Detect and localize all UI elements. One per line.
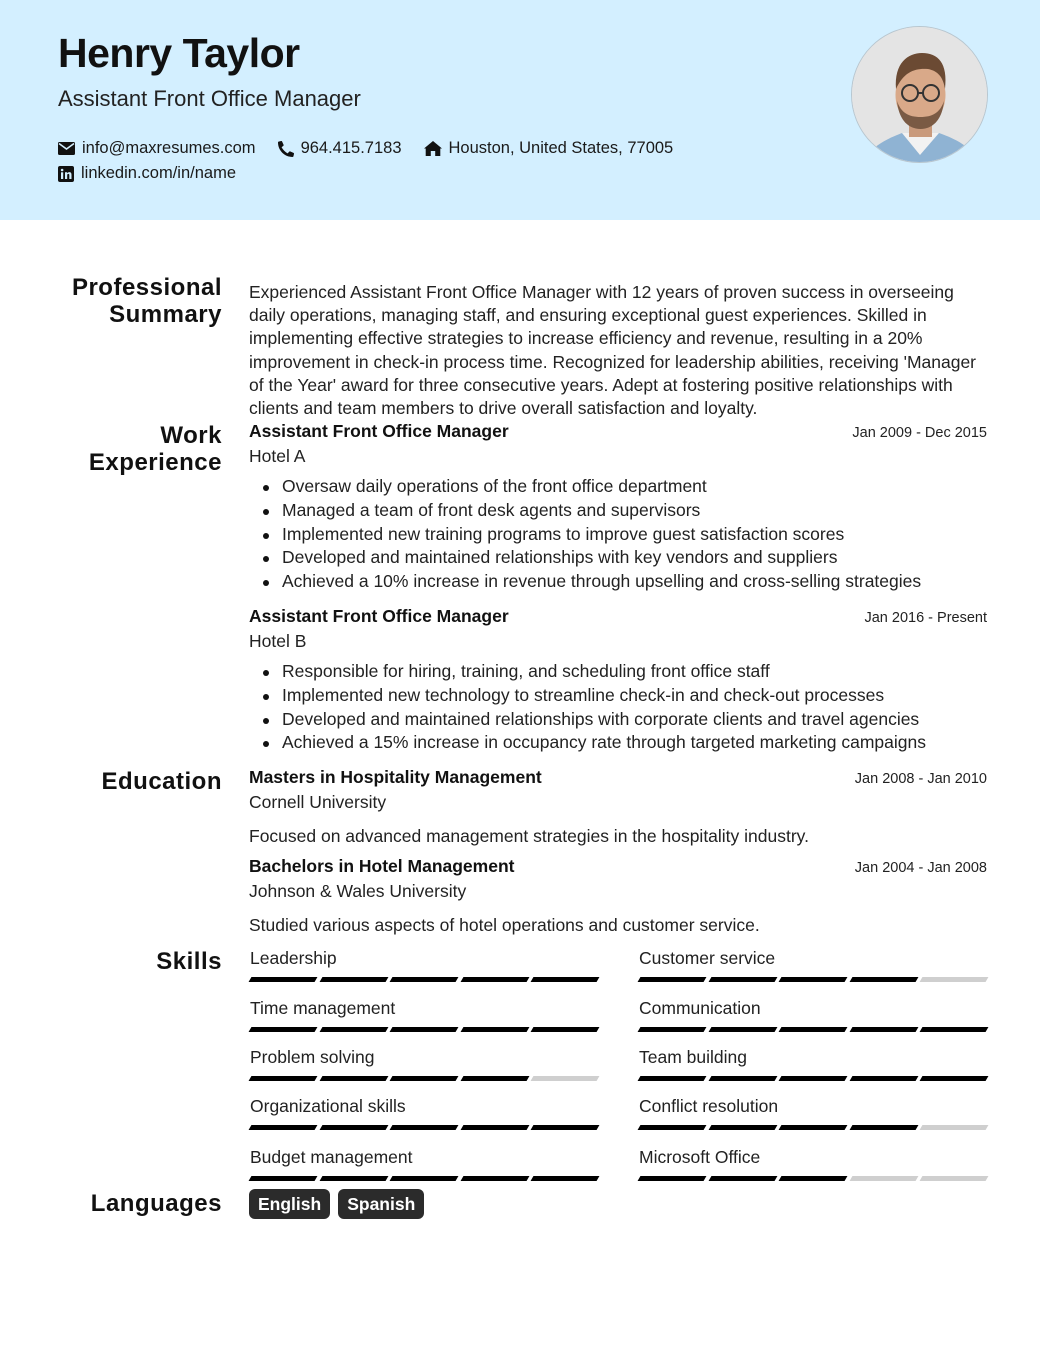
email-text: info@maxresumes.com <box>82 139 256 157</box>
section-title-line: Work <box>160 422 222 449</box>
section-title-education: Education <box>101 768 222 795</box>
home-icon <box>424 141 449 156</box>
skill-segment-filled <box>638 1176 707 1181</box>
skill-name: Team building <box>639 1047 747 1067</box>
list-item: Achieved a 15% increase in occupancy rate through targeted marketing campaigns <box>249 731 987 755</box>
skill-rating-bar <box>639 1125 987 1130</box>
contact-row <box>58 139 695 158</box>
skill-item <box>250 998 598 1032</box>
skill-item <box>250 948 598 982</box>
resume-header <box>0 0 1040 220</box>
skill-segment-filled <box>531 977 600 982</box>
skill-segment-filled <box>531 1176 600 1181</box>
skill-segment-filled <box>708 1076 777 1081</box>
job-title: Assistant Front Office Manager <box>249 421 509 441</box>
skill-name: Problem solving <box>250 1047 375 1067</box>
contact-phone[interactable] <box>278 139 402 158</box>
skill-segment-empty <box>920 1176 989 1181</box>
work-entry <box>249 421 987 594</box>
skill-segment-filled <box>638 977 707 982</box>
section-title-work <box>89 422 222 476</box>
skill-rating-bar <box>250 1076 598 1081</box>
skill-segment-filled <box>849 1125 918 1130</box>
skill-segment-filled <box>708 1176 777 1181</box>
skill-segment-filled <box>460 1027 529 1032</box>
skill-segment-filled <box>390 977 459 982</box>
skill-segment-filled <box>779 977 848 982</box>
profile-photo <box>851 26 988 163</box>
list-item: Implemented new training programs to improve guest satisfaction scores <box>249 523 987 547</box>
skill-segment-filled <box>708 977 777 982</box>
skill-name: Leadership <box>250 948 337 968</box>
degree-title: Masters in Hospitality Management <box>249 767 542 787</box>
skill-segment-filled <box>849 1027 918 1032</box>
skill-segment-filled <box>708 1125 777 1130</box>
skill-rating-bar <box>250 1176 598 1181</box>
education-dates: Jan 2004 - Jan 2008 <box>854 860 987 876</box>
skill-segment-filled <box>390 1176 459 1181</box>
list-item: Developed and maintained relationships with corporate clients and travel agencies <box>249 708 987 732</box>
skill-segment-filled <box>249 1176 318 1181</box>
language-badge: Spanish <box>338 1189 424 1219</box>
linkedin-text: linkedin.com/in/name <box>81 164 236 182</box>
skill-segment-filled <box>319 977 388 982</box>
skill-name: Communication <box>639 998 761 1018</box>
phone-icon <box>278 141 301 157</box>
linkedin-icon <box>58 166 81 182</box>
section-title-line: Professional <box>71 274 222 301</box>
skill-item <box>639 948 987 982</box>
contact-linkedin[interactable] <box>58 164 236 183</box>
location-text: Houston, United States, 77005 <box>448 139 674 157</box>
education-description: Studied various aspects of hotel operations and customer service. <box>249 915 760 935</box>
skill-item <box>639 1096 987 1130</box>
skill-segment-filled <box>531 1125 600 1130</box>
phone-text: 964.415.7183 <box>300 139 402 157</box>
skill-rating-bar <box>250 977 598 982</box>
list-item: Responsible for hiring, training, and scheduling front office staff <box>249 660 987 684</box>
skill-segment-filled <box>708 1027 777 1032</box>
skill-name: Customer service <box>639 948 776 968</box>
skill-segment-filled <box>779 1027 848 1032</box>
skill-segment-filled <box>319 1027 388 1032</box>
language-badge: English <box>249 1189 330 1219</box>
candidate-name: Henry Taylor <box>58 30 300 76</box>
education-description: Focused on advanced management strategies in the hospitality industry. <box>249 826 809 846</box>
company-name: Hotel A <box>249 446 306 466</box>
job-title: Assistant Front Office Manager <box>249 606 509 626</box>
skill-segment-filled <box>319 1176 388 1181</box>
candidate-title: Assistant Front Office Manager <box>58 86 361 111</box>
contact-email[interactable] <box>58 139 256 158</box>
school-name: Cornell University <box>249 792 387 812</box>
work-entry <box>249 606 987 755</box>
languages-list <box>249 1189 432 1219</box>
skill-segment-filled <box>849 1076 918 1081</box>
section-title-languages: Languages <box>90 1190 222 1217</box>
summary-text: Experienced Assistant Front Office Manager with 12 years of proven success in overseeing daily operations, managing staff, and ensuring exceptional guest experiences. Skilled in implementing effective strategies to increase efficiency and revenue, resulting in a 20% improvement in check-in process time. Recognized for leadership abilities, receiving 'Manager of the Year' award for three consecutive years. Adept at fostering positive relationships with clients and team members to drive overall satisfaction and loyalty. <box>249 282 977 419</box>
skill-item <box>250 1047 598 1081</box>
skill-rating-bar <box>250 1125 598 1130</box>
skill-item <box>250 1096 598 1130</box>
education-dates: Jan 2008 - Jan 2010 <box>854 771 987 787</box>
skill-segment-empty <box>920 1125 989 1130</box>
skill-segment-empty <box>531 1076 600 1081</box>
section-title-summary <box>72 274 222 328</box>
skill-segment-filled <box>920 1027 989 1032</box>
skill-segment-filled <box>920 1076 989 1081</box>
contact-location <box>424 139 674 158</box>
skill-segment-filled <box>319 1076 388 1081</box>
job-dates: Jan 2016 - Present <box>864 610 987 626</box>
education-entry <box>249 767 987 847</box>
skill-segment-filled <box>319 1125 388 1130</box>
degree-title: Bachelors in Hotel Management <box>249 856 515 876</box>
skill-segment-filled <box>390 1125 459 1130</box>
skill-rating-bar <box>250 1027 598 1032</box>
job-dates: Jan 2009 - Dec 2015 <box>852 425 987 441</box>
skill-segment-filled <box>638 1125 707 1130</box>
skill-segment-filled <box>531 1027 600 1032</box>
skill-rating-bar <box>639 1176 987 1181</box>
envelope-icon <box>58 142 82 155</box>
skill-name: Microsoft Office <box>639 1147 761 1167</box>
skill-segment-filled <box>460 1125 529 1130</box>
skill-segment-filled <box>249 1027 318 1032</box>
skill-segment-empty <box>849 1176 918 1181</box>
list-item: Achieved a 10% increase in revenue through upselling and cross-selling strategies <box>249 570 987 594</box>
skill-segment-filled <box>460 977 529 982</box>
skill-segment-filled <box>249 977 318 982</box>
company-name: Hotel B <box>249 631 307 651</box>
skill-item <box>250 1147 598 1181</box>
skill-name: Budget management <box>250 1147 413 1167</box>
skill-rating-bar <box>639 977 987 982</box>
job-bullets <box>249 660 987 755</box>
skill-item <box>639 1047 987 1081</box>
contact-row <box>58 164 258 183</box>
skill-segment-filled <box>638 1027 707 1032</box>
skill-segment-filled <box>390 1076 459 1081</box>
skill-segment-empty <box>920 977 989 982</box>
skill-rating-bar <box>639 1076 987 1081</box>
list-item: Implemented new technology to streamline check-in and check-out processes <box>249 684 987 708</box>
section-title-skills: Skills <box>156 948 222 975</box>
job-bullets <box>249 475 987 594</box>
skill-item <box>639 1147 987 1181</box>
skill-segment-filled <box>249 1076 318 1081</box>
skill-segment-filled <box>849 977 918 982</box>
section-title-line: Summary <box>109 301 222 328</box>
skill-segment-filled <box>460 1076 529 1081</box>
skill-name: Conflict resolution <box>639 1096 779 1116</box>
education-entry <box>249 856 987 936</box>
list-item: Oversaw daily operations of the front office department <box>249 475 987 499</box>
skill-segment-filled <box>779 1076 848 1081</box>
skill-rating-bar <box>639 1027 987 1032</box>
skill-name: Organizational skills <box>250 1096 406 1116</box>
skill-name: Time management <box>250 998 396 1018</box>
section-title-line: Experience <box>88 449 222 476</box>
skill-item <box>639 998 987 1032</box>
skill-segment-filled <box>460 1176 529 1181</box>
skill-segment-filled <box>249 1125 318 1130</box>
skill-segment-filled <box>779 1176 848 1181</box>
skill-segment-filled <box>779 1125 848 1130</box>
school-name: Johnson & Wales University <box>249 881 467 901</box>
skill-segment-filled <box>390 1027 459 1032</box>
list-item: Developed and maintained relationships with key vendors and suppliers <box>249 546 987 570</box>
list-item: Managed a team of front desk agents and supervisors <box>249 499 987 523</box>
skill-segment-filled <box>638 1076 707 1081</box>
